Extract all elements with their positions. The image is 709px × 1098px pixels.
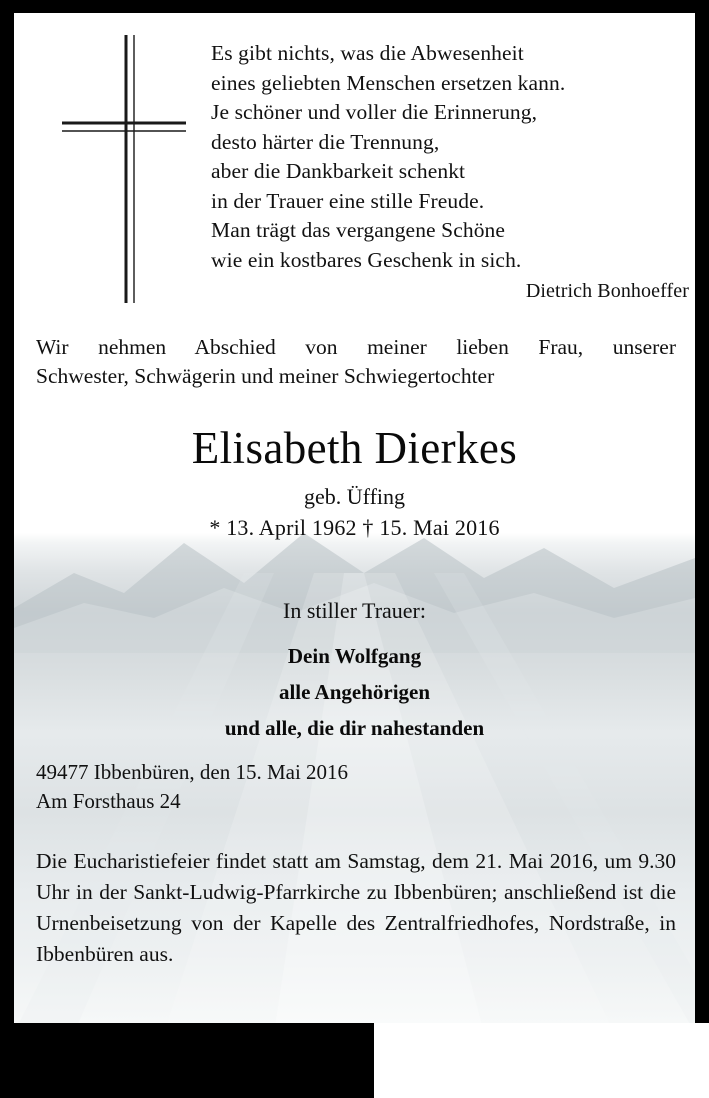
latin-cross-icon <box>54 35 189 305</box>
mourners-heading: In stiller Trauer: <box>283 598 426 623</box>
address-block <box>36 758 676 816</box>
deceased-maiden-name: geb. Üffing <box>303 484 406 509</box>
poem-line: Man trägt das vergangene Schöne <box>211 218 506 242</box>
intro-text <box>36 333 676 391</box>
notice-card <box>14 13 695 1023</box>
poem-line: Es gibt nichts, was die Abwesenheit <box>211 41 524 65</box>
poem-line: Je schöner und voller die Erinnerung, <box>211 100 538 124</box>
deceased-dates: * 13. April 1962 † 15. Mai 2016 <box>209 515 500 540</box>
service-details <box>36 846 676 970</box>
deceased-name: Elisabeth Dierkes <box>191 423 518 473</box>
poem-line: wie ein kostbares Geschenk in sich. <box>211 247 522 272</box>
poem-line: eines geliebten Menschen ersetzen kann. <box>211 70 566 95</box>
intro-line-1: Wir nehmen Abschied von meiner lieben Frau, unserer <box>36 335 676 359</box>
poem-line: desto härter die Trennung, <box>211 129 440 154</box>
mourner-item: alle Angehörigen <box>278 680 431 704</box>
mourner-item: Dein Wolfgang <box>287 644 422 668</box>
poem-author: Dietrich Bonhoeffer <box>525 280 689 302</box>
poem-line: aber die Dankbarkeit schenkt <box>211 159 466 183</box>
bottom-white-notch <box>374 1023 709 1098</box>
poem-line: in der Trauer eine stille Freude. <box>211 188 485 213</box>
mourners-block <box>14 596 695 746</box>
address-line-2: Am Forsthaus 24 <box>36 789 181 813</box>
cross-graphic <box>54 35 189 305</box>
address-line-1: 49477 Ibbenbüren, den 15. Mai 2016 <box>36 760 349 784</box>
service-text: Die Eucharistiefeier findet statt am Samstag, dem 21. Mai 2016, um 9.30 Uhr in der Sankt-Ludwig-Pfarrkirche zu Ibbenbüren; anschließend ist die Urnenbeisetzung von der Kapelle des Zentralfriedhofes, Nordstraße, in Ibbenbüren aus. <box>36 849 676 966</box>
intro-line-2: Schwester, Schwägerin und meiner Schwiegertochter <box>36 364 495 388</box>
poem-block <box>211 39 691 307</box>
mourner-item: und alle, die dir nahestanden <box>224 716 485 740</box>
